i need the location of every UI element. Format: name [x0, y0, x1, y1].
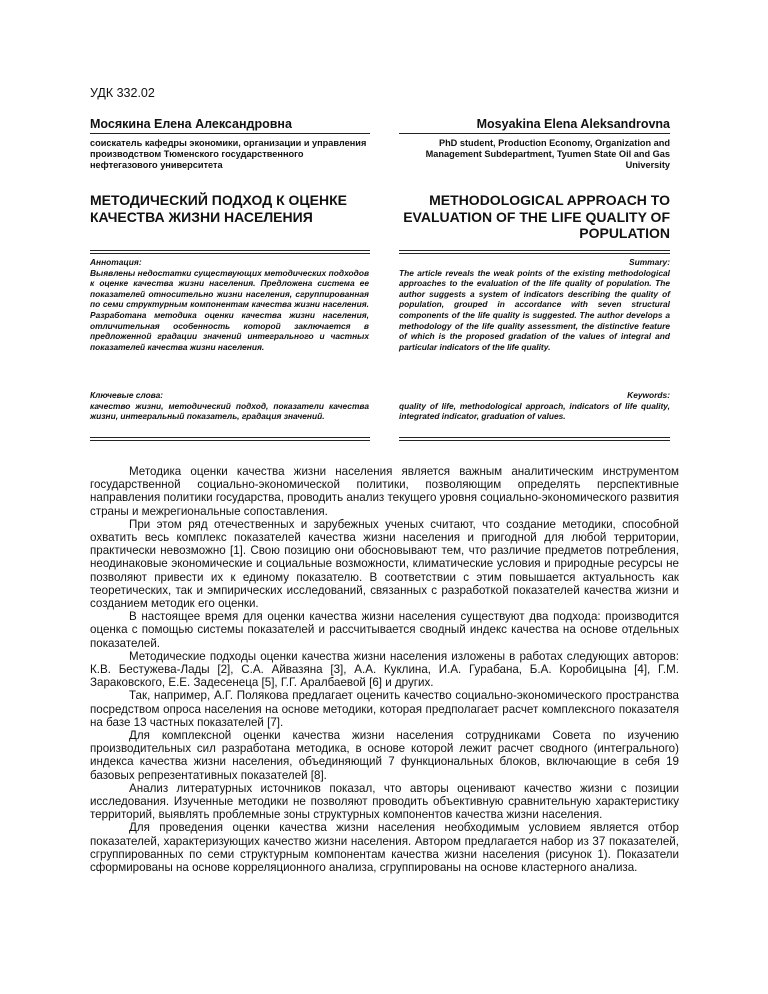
abstract-label-ru: Аннотация:: [90, 257, 142, 267]
keywords-en: [399, 390, 670, 422]
affiliation-en: PhD student, Production Economy, Organization and Management Subdepartment, Tyumen State Oil and Gas University: [425, 138, 670, 171]
keywords-bottom-divider-ru: [90, 437, 370, 441]
abstract-label-en: Summary:: [629, 257, 670, 267]
abstract-text-en: The article reveals the weak points of the existing methodological approaches to the evaluation of the life quality of population. The author suggests a system of indicators describing the quality of population, grouped in accordance with seven structural components of the life quality is suggested. The author develops a methodology of the life quality assessment, the distinctive feature of which is the proposed gradation of the values of integral and particular indicators of the life quality.: [399, 267, 670, 352]
keywords-bottom-divider-en: [399, 437, 670, 441]
article-body: [90, 465, 679, 874]
keywords-text-en: quality of life, methodological approach, indicators of life quality, integrated indicator, graduation of values.: [399, 400, 670, 422]
article-title-ru: МЕТОДИЧЕСКИЙ ПОДХОД К ОЦЕНКЕ КАЧЕСТВА ЖИЗНИ НАСЕЛЕНИЯ: [90, 192, 347, 225]
body-paragraph: Методика оценки качества жизни населения является важным аналитическим инструментом государственной социально-экономической политики, позволяющим определять перспективные направления политики государства, проводить анализ текущего уровня социально-экономического развития страны и межрегиональные сопоставления.: [90, 465, 679, 518]
body-paragraph: При этом ряд отечественных и зарубежных ученых считают, что создание методики, способной охватить весь комплекс показателей качества жизни населения и пригодной для любой территории, практически невозможно [1]. Свою позицию они обосновывают тем, что различие предметов потребления, неодинаковые экономические и социальные возможности, климатические условия и природные ресурсы не позволяют привести их к единому показателю. В соответствии с этим повышается актуальность как теоретических, так и эмпирических исследований, связанных с разработкой показателей качества жизни и созданием методик его оценки.: [90, 517, 679, 611]
udc-code: УДК 332.02: [90, 86, 155, 100]
abstract-ru: [90, 257, 369, 352]
keywords-label-en: Keywords:: [627, 390, 670, 400]
author-name-ru: Мосякина Елена Александровна: [90, 117, 292, 131]
author-divider-ru: [90, 133, 370, 134]
body-paragraph: Для проведения оценки качества жизни населения необходимым условием является отбор показателей, характеризующих качество жизни населения. Автором предлагается набор из 37 показателей, сгруппированных по семи структурным компонентам качества жизни населения (рисунок 1). Показатели сформированы на основе корреляционного анализа, сгруппированы на основе кластерного анализа.: [90, 821, 679, 875]
abstract-top-divider-en: [399, 250, 670, 254]
body-paragraph: Так, например, А.Г. Полякова предлагает оценить качество социально-экономического пространства посредством опроса населения на основе методики, которая предполагает расчет комплексного показателя на базе 13 частных показателей [7].: [90, 689, 679, 729]
keywords-text-ru: качество жизни, методический подход, показатели качества жизни, интегральный показатель, градация значений.: [90, 400, 369, 422]
body-paragraph: Анализ литературных источников показал, что авторы оценивают качество жизни с позиции исследования. Изученные методики не позволяют проводить объективную сравнительную характеристику территорий, выявлять проблемные зоны структурных компонентов качества жизни населения.: [90, 781, 679, 822]
keywords-ru: [90, 390, 369, 422]
abstract-en: [399, 257, 670, 352]
affiliation-ru: соискатель кафедры экономики, организации и управления производством Тюменского государственного нефтегазового университета: [90, 138, 367, 171]
body-paragraph: Для комплексной оценки качества жизни населения сотрудниками Совета по изучению производительных сил разработана методика, в основе которой лежит расчет сводного (интегрального) индекса качества жизни населения, объединяющий 7 функциональных блоков, включающие в себя 19 базовых репрезентативных показателей [8].: [90, 729, 679, 782]
author-name-en: Mosyakina Elena Aleksandrovna: [476, 117, 670, 131]
body-paragraph: В настоящее время для оценки качества жизни населения существуют два подхода: производится оценка с помощью системы показателей и рассчитывается сводный индекс качества на основе отдельных показателей.: [90, 610, 679, 650]
abstract-text-ru: Выявлены недостатки существующих методических подходов к оценке качества жизни населения. Предложена система ее показателей относительно жизни населения, сгруппированная по семи структурным компонентам качества жизни населения. Разработана методика оценки качества жизни населения, отличительная особенность которой заключается в предложенной градации значений интегрального и частных показателей качества жизни населения.: [90, 267, 369, 352]
keywords-label-ru: Ключевые слова:: [90, 390, 164, 400]
author-divider-en: [399, 133, 670, 134]
body-paragraph: Методические подходы оценки качества жизни населения изложены в работах следующих авторов: К.В. Бестужева-Лады [2], С.А. Айвазяна [3], А.А. Куклина, И.А. Гурабана, Б.А. Коробицына [4], Г.М. Зараковского, Е.Е. Задесенеца [5], Г.Г. Аралбаевой [6] и других.: [90, 649, 679, 690]
abstract-top-divider-ru: [90, 250, 370, 254]
article-title-en: METHODOLOGICAL APPROACH TO EVALUATION OF THE LIFE QUALITY OF POPULATION: [403, 192, 670, 242]
